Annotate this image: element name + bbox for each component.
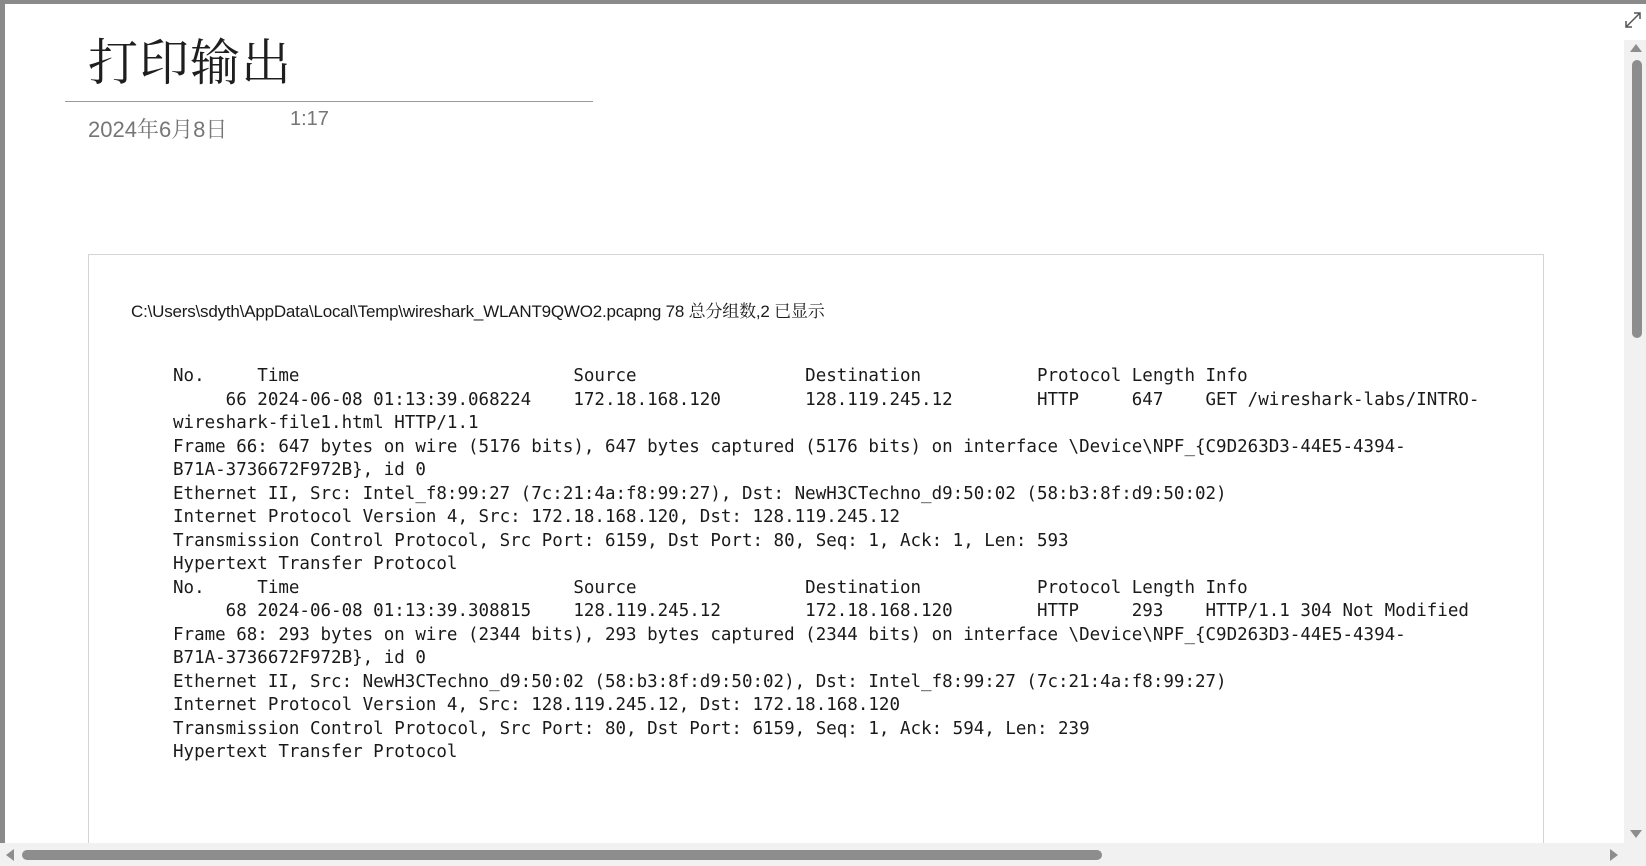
title-divider [65,101,593,102]
packet-line: Hypertext Transfer Protocol [173,554,458,574]
chevron-left-icon[interactable] [6,849,14,861]
horizontal-scroll-thumb[interactable] [22,850,1102,860]
expand-diagonal-icon[interactable] [1623,10,1643,30]
packet-line: Transmission Control Protocol, Src Port: 80, Dst Port: 6159, Seq: 1, Ack: 594, Len: 239 [173,718,1090,739]
chevron-up-icon[interactable] [1630,44,1642,52]
vertical-scroll-thumb[interactable] [1632,60,1642,338]
packet-line: Frame 66: 647 bytes on wire (5176 bits), 647 bytes captured (5176 bits) on interface \Device\NPF_{C9D263D3-44E5-4394- [173,436,1406,457]
chevron-right-icon[interactable] [1610,849,1618,861]
packet-line: Hypertext Transfer Protocol [173,742,458,762]
packet-details [173,365,1513,765]
packet-line: 66 2024-06-08 01:13:39.068224 172.18.168.120 128.119.245.12 HTTP 647 GET /wireshark-labs/INTRO- [173,389,1480,410]
packet-line: 68 2024-06-08 01:13:39.308815 128.119.245.12 172.18.168.120 HTTP 293 HTTP/1.1 304 Not Modified [173,601,1469,621]
packet-line: Frame 68: 293 bytes on wire (2344 bits), 293 bytes captured (2344 bits) on interface \Device\NPF_{C9D263D3-44E5-4394- [173,624,1406,645]
scrollbar-corner [1624,843,1646,866]
packet-line: Internet Protocol Version 4, Src: 128.119.245.12, Dst: 172.18.168.120 [173,695,900,715]
packet-line: B71A-3736672F972B}, id 0 [173,648,426,668]
packet-line: No. Time Source Destination Protocol Length Info [173,577,1248,598]
page-date: 2024年6月8日 [88,117,228,142]
packet-line: Ethernet II, Src: Intel_f8:99:27 (7c:21:4a:f8:99:27), Dst: NewH3CTechno_d9:50:02 (58:b3:8f:d9:50:02) [173,483,1227,504]
chevron-down-icon[interactable] [1630,830,1642,838]
capture-file-header: C:\Users\sdyth\AppData\Local\Temp\wireshark_WLANT9QWO2.pcapng 78 总分组数,2 已显示 [131,302,825,321]
window-left-border [0,0,5,866]
packet-line: Internet Protocol Version 4, Src: 172.18.168.120, Dst: 128.119.245.12 [173,507,900,527]
page-title[interactable]: 打印输出 [88,34,292,92]
packet-line: Ethernet II, Src: NewH3CTechno_d9:50:02 (58:b3:8f:d9:50:02), Dst: Intel_f8:99:27 (7c:21:4a:f8:99:27) [173,671,1227,692]
packet-line: No. Time Source Destination Protocol Length Info [173,366,1248,386]
page-time: 1:17 [290,108,329,130]
packet-line: wireshark-file1.html HTTP/1.1 [173,413,479,433]
packet-line: Transmission Control Protocol, Src Port: 6159, Dst Port: 80, Seq: 1, Ack: 1, Len: 593 [173,530,1069,551]
window-top-border [0,0,1646,4]
printout-container[interactable] [88,254,1544,856]
packet-line: B71A-3736672F972B}, id 0 [173,460,426,480]
